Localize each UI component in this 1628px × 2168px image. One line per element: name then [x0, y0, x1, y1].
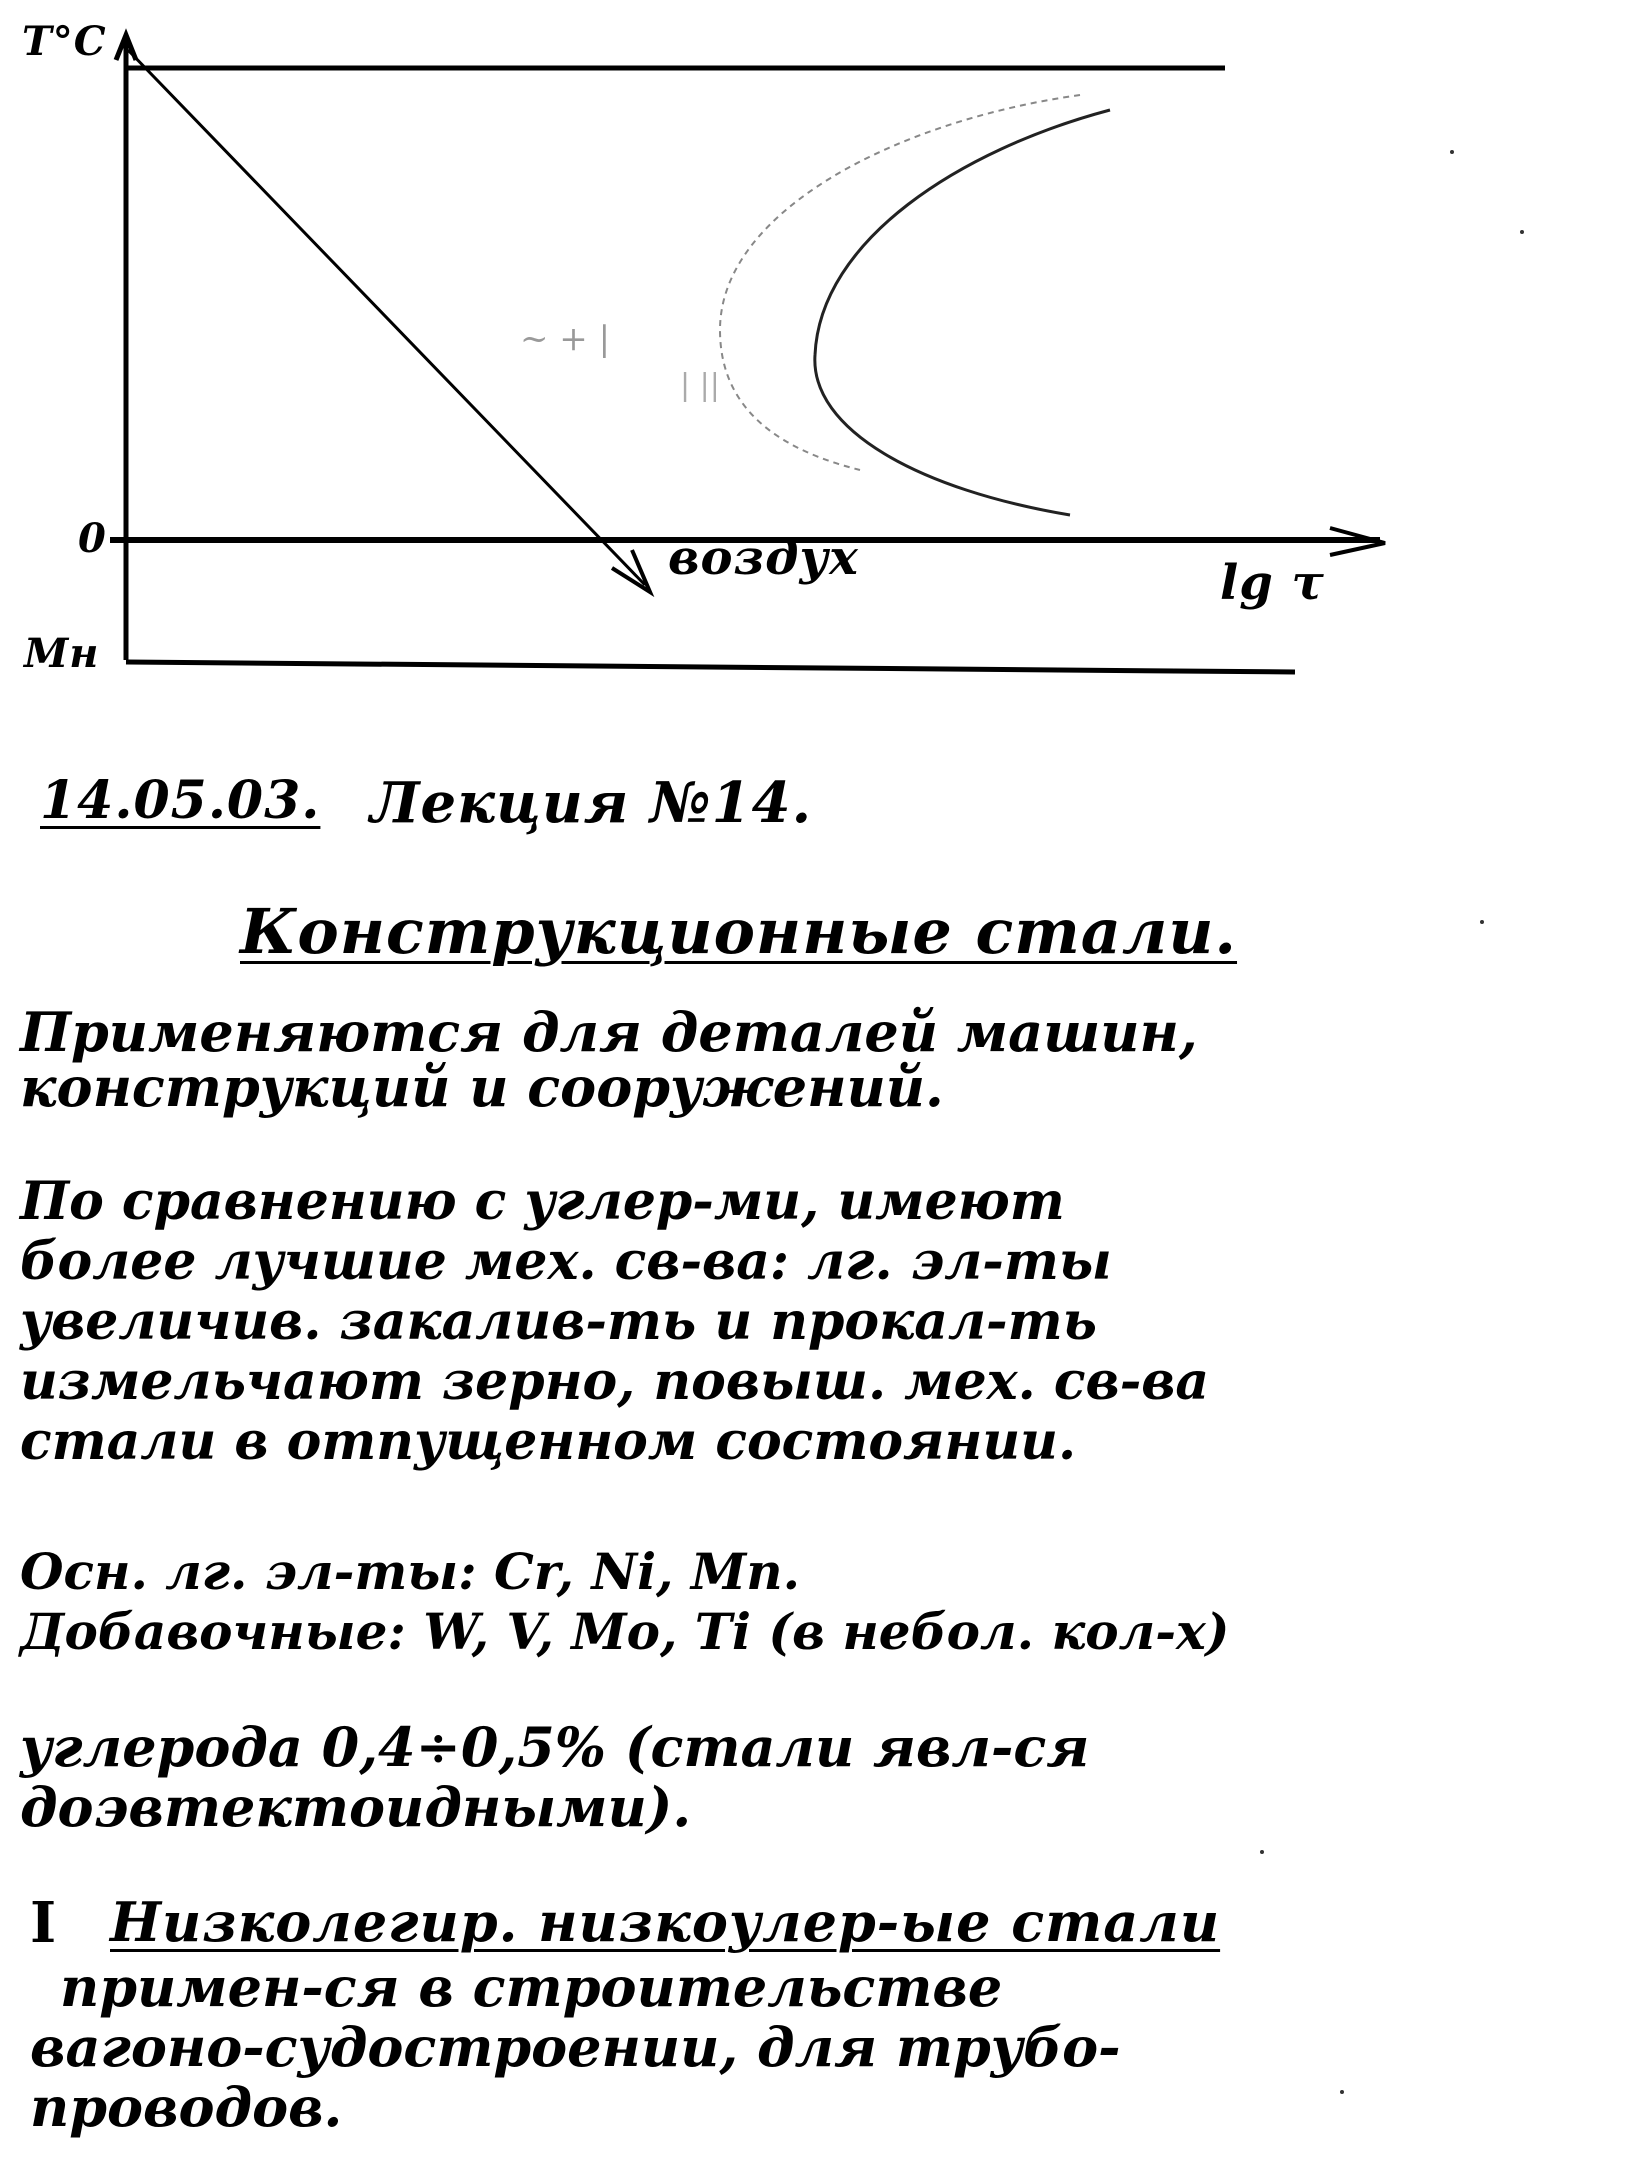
faint-mark: ~ + | — [520, 319, 611, 359]
cooling-line — [128, 50, 645, 585]
paragraph-2-line: увеличив. закалив-ть и прокал-ть — [20, 1291, 1097, 1352]
lecture-date: 14.05.03. — [40, 770, 321, 831]
y-axis-label: T°C — [22, 18, 107, 65]
zero-label: 0 — [78, 515, 107, 562]
paragraph-5-line: вагоно-судостроении, для трубо- — [30, 2015, 1121, 2079]
paragraph-3-line: Осн. лг. эл-ты: Cr, Ni, Mn. — [20, 1542, 800, 1601]
scan-speck — [1340, 2090, 1344, 2094]
paragraph-5-line: примен-ся в строительстве — [60, 1955, 1003, 2019]
paragraph-2-line: более лучшие мех. св-ва: лг. эл-ты — [20, 1231, 1112, 1292]
paragraph-2-line: По сравнению с углер-ми, имеют — [20, 1171, 1065, 1232]
scan-speck — [1520, 230, 1524, 234]
paragraph-4-line: углерода 0,4÷0,5% (стали явл-ся — [20, 1715, 1090, 1779]
paragraph-4-line: доэвтектоидными). — [20, 1775, 692, 1839]
c-curve-end — [815, 110, 1110, 515]
scan-speck — [1260, 1850, 1264, 1854]
scan-speck — [1450, 150, 1454, 154]
faint-mark: | || — [680, 368, 720, 403]
c-curve-start — [720, 95, 1080, 470]
x-axis-label: lg τ — [1220, 555, 1325, 611]
paragraph-3-line: Добавочные: W, V, Mo, Ti (в небол. кол-х) — [20, 1602, 1230, 1661]
paragraph-1-line: Применяются для деталей машин, — [20, 1000, 1198, 1064]
scan-speck — [1480, 920, 1484, 924]
paragraph-1-line: конструкций и сооружений. — [20, 1055, 944, 1119]
paragraph-5-line: проводов. — [30, 2075, 343, 2139]
mn-line — [126, 662, 1295, 672]
mn-label: Мн — [24, 630, 100, 677]
arrow-label: воздух — [668, 530, 859, 586]
paragraph-2-line: стали в отпущенном состоянии. — [20, 1411, 1077, 1472]
section-heading: Низколегир. низкоулер-ые стали — [110, 1890, 1221, 1954]
section-numeral: I — [30, 1890, 58, 1956]
paragraph-2-line: измельчают зерно, повыш. мех. св-ва — [20, 1351, 1210, 1412]
ttt-diagram — [0, 0, 1628, 720]
lecture-number: Лекция №14. — [370, 770, 813, 836]
page-title: Конструкционные стали. — [240, 895, 1238, 968]
